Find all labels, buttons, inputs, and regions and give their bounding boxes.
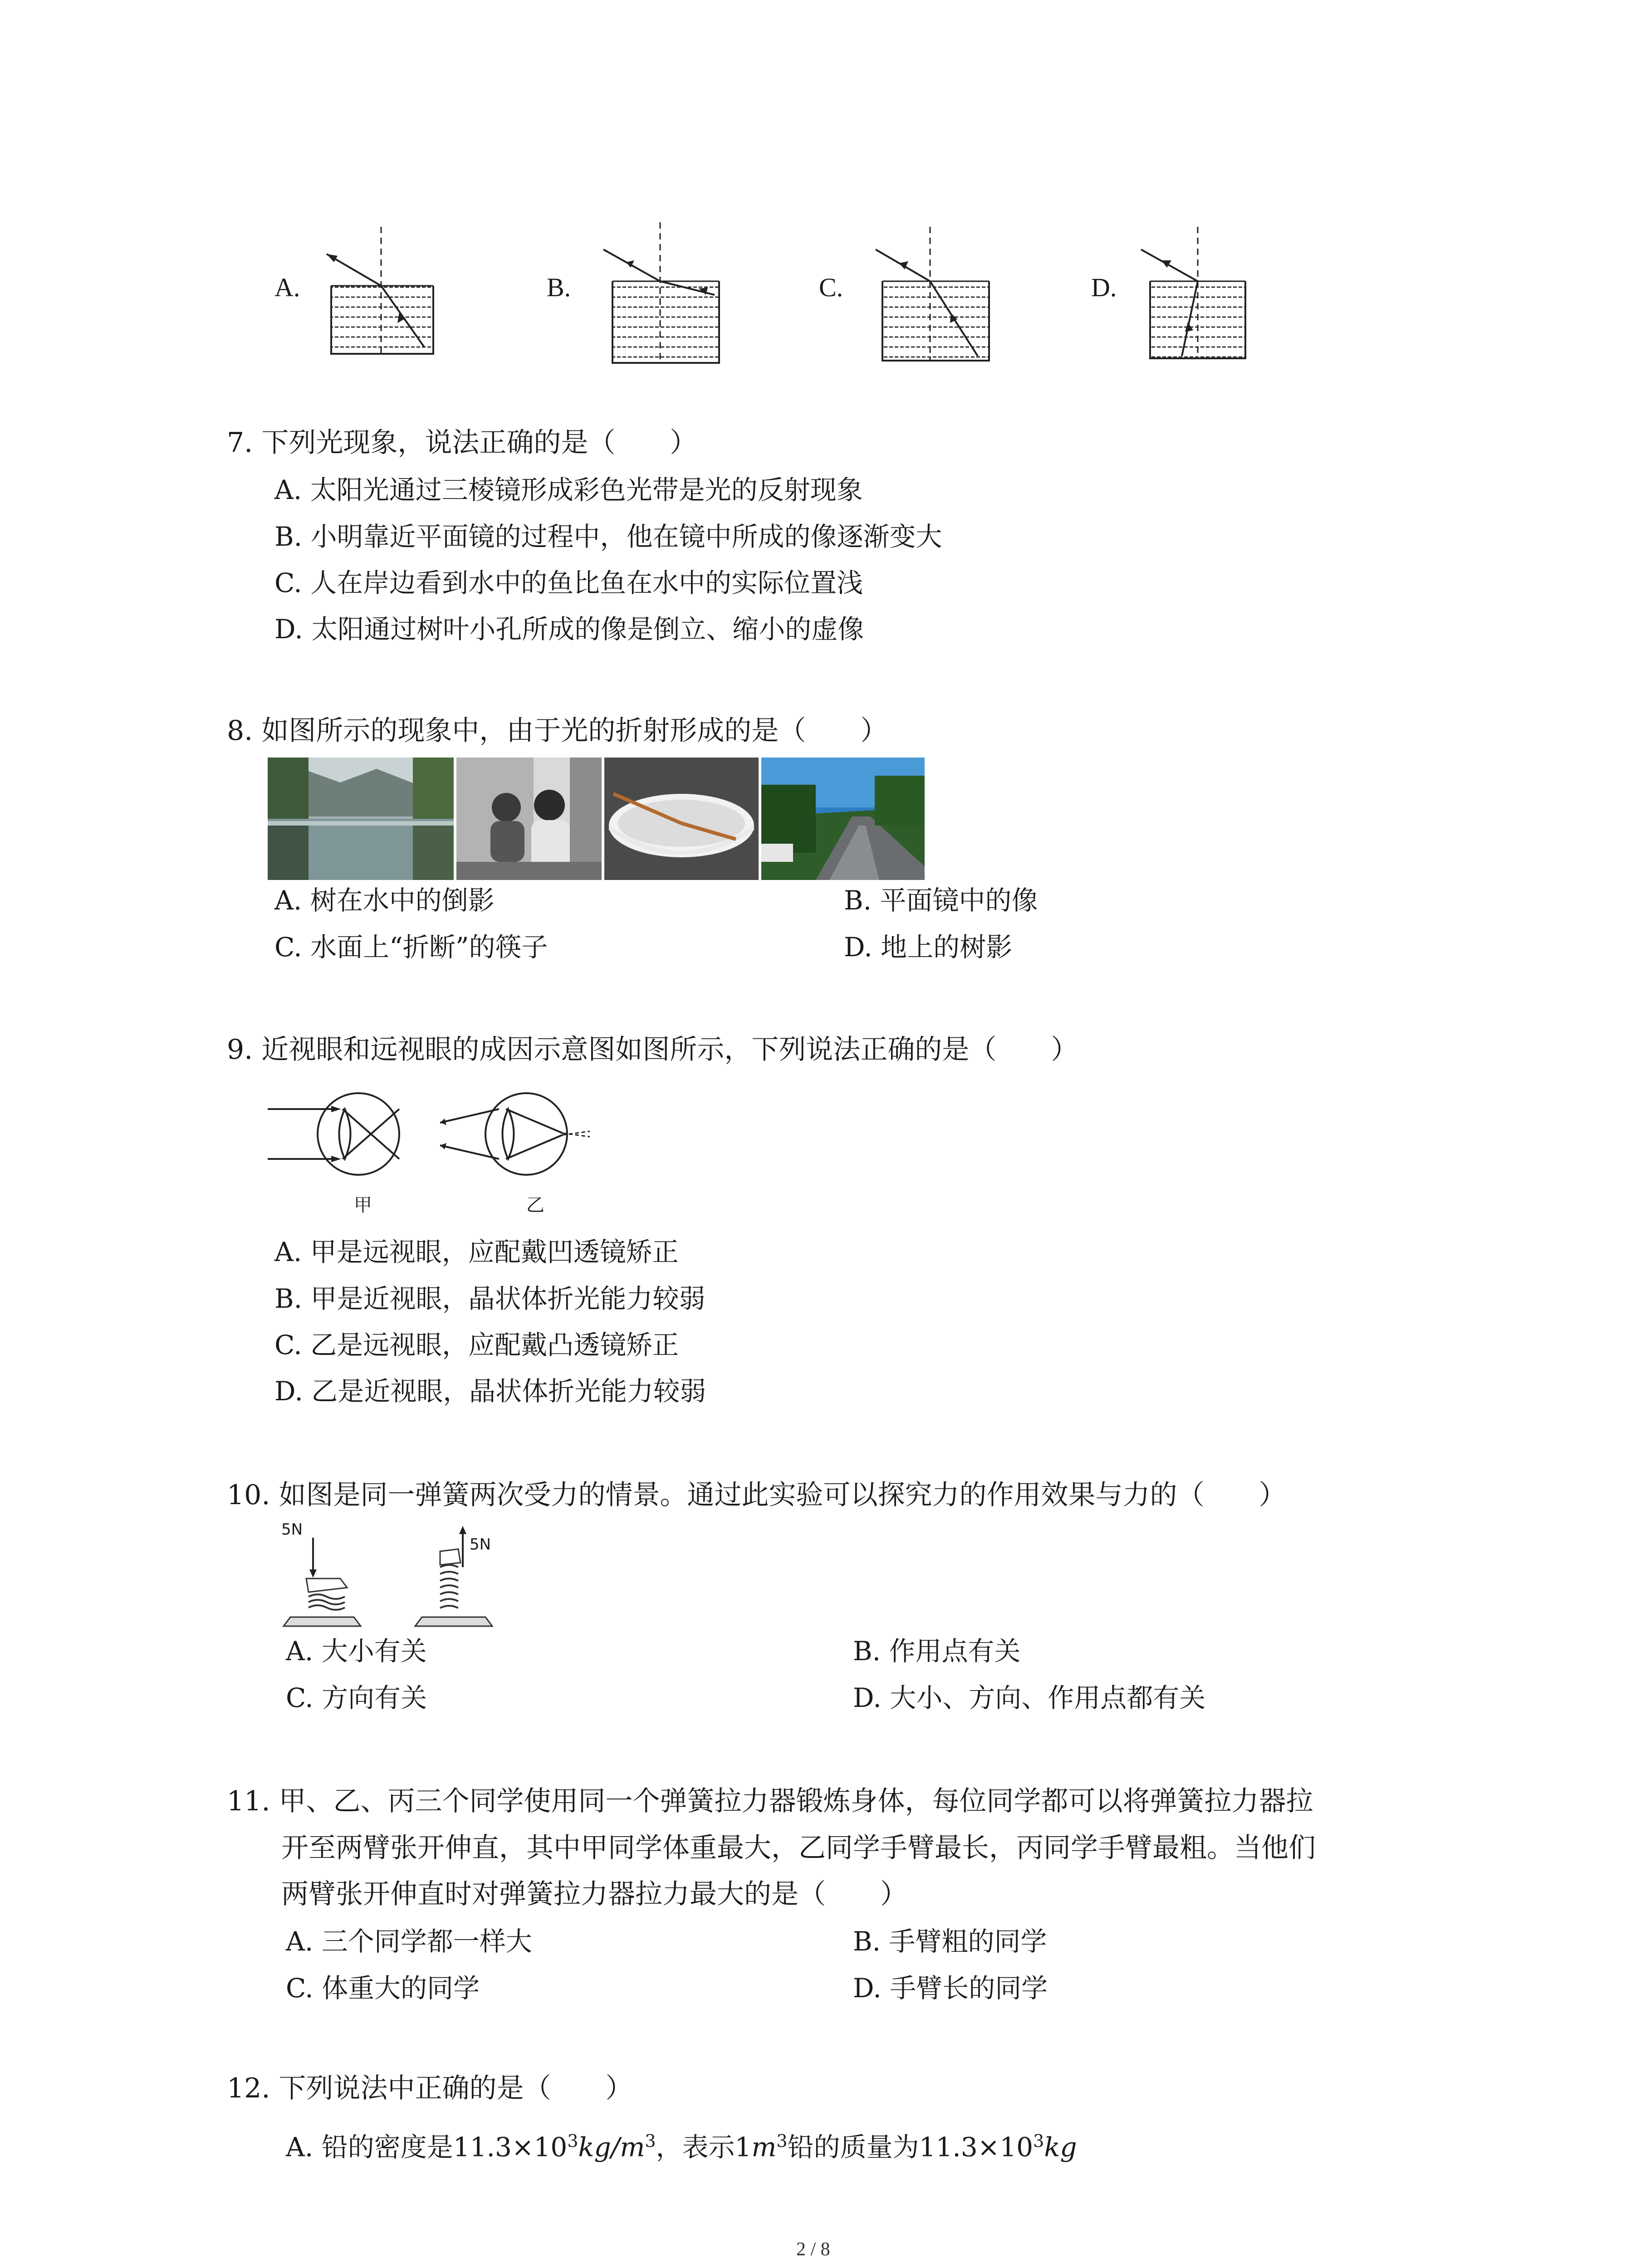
q11-stem-line-3: 两臂张开伸直时对弹簧拉力器拉力最大的是（ ） bbox=[281, 1878, 907, 1910]
q9-option-a[interactable]: A. 甲是远视眼，应配戴凹透镜矫正 bbox=[274, 1237, 679, 1267]
q10-option-b[interactable]: B. 作用点有关 bbox=[853, 1636, 1021, 1667]
q9-option-c[interactable]: C. 乙是远视眼，应配戴凸透镜矫正 bbox=[274, 1330, 679, 1360]
q10-option-a[interactable]: A. 大小有关 bbox=[286, 1636, 427, 1667]
q12-option-a[interactable] bbox=[286, 2125, 1077, 2163]
q7-option-a[interactable]: A. 太阳光通过三棱镜形成彩色光带是光的反射现象 bbox=[274, 474, 863, 505]
q6-diagram-c bbox=[867, 222, 1003, 367]
q10-force-label-1: 5N bbox=[281, 1520, 303, 1539]
q6-option-d-label: D. bbox=[1091, 273, 1117, 302]
q9-stem: 9. 近视眼和远视眼的成因示意图如图所示，下列说法正确的是（ ） bbox=[227, 1034, 1078, 1066]
q9-eye-diagram-yi bbox=[440, 1089, 603, 1179]
q11-option-c[interactable]: C. 体重大的同学 bbox=[286, 1973, 480, 2004]
q12-a-unit2: m bbox=[751, 2131, 777, 2163]
q8-photo-tree-reflection bbox=[268, 758, 454, 880]
q10-option-d[interactable]: D. 大小、方向、作用点都有关 bbox=[853, 1682, 1206, 1713]
q6-diagram-d bbox=[1134, 222, 1257, 367]
q12-a-mid2: 铅的质量为11.3×10 bbox=[787, 2131, 1034, 2163]
q9-eye-diagram-jia bbox=[268, 1089, 413, 1179]
q8-photo-bent-chopsticks bbox=[604, 758, 759, 880]
q8-option-a[interactable]: A. 树在水中的倒影 bbox=[274, 885, 495, 916]
q8-option-b[interactable]: B. 平面镜中的像 bbox=[844, 885, 1038, 916]
q9-label-jia: 甲 bbox=[354, 1195, 372, 1216]
q6-diagram-a bbox=[318, 222, 454, 363]
q12-a-mid: ，表示1 bbox=[656, 2131, 752, 2163]
q12-a-prefix: A. 铅的密度是11.3×10 bbox=[286, 2131, 568, 2163]
q10-stem: 10. 如图是同一弹簧两次受力的情景。通过此实验可以探究力的作用效果与力的（ ） bbox=[227, 1479, 1286, 1511]
q10-spring-compressed bbox=[281, 1524, 363, 1628]
q8-stem: 8. 如图所示的现象中，由于光的折射形成的是（ ） bbox=[227, 715, 888, 747]
q7-option-c[interactable]: C. 人在岸边看到水中的鱼比鱼在水中的实际位置浅 bbox=[274, 567, 863, 598]
q12-a-exp1: 3 bbox=[567, 2131, 578, 2151]
q12-a-unit1: kg/m bbox=[578, 2131, 645, 2163]
q11-option-a[interactable]: A. 三个同学都一样大 bbox=[286, 1926, 532, 1957]
q8-photo-mirror-image bbox=[456, 758, 602, 880]
q11-stem-line-1: 11. 甲、乙、丙三个同学使用同一个弹簧拉力器锻炼身体，每位同学都可以将弹簧拉力器拉 bbox=[227, 1785, 1313, 1817]
page-number: 2 / 8 bbox=[796, 2239, 830, 2260]
q12-a-unit3: kg bbox=[1044, 2131, 1077, 2163]
q9-option-d[interactable]: D. 乙是近视眼，晶状体折光能力较弱 bbox=[274, 1376, 706, 1407]
q12-a-exp2: 3 bbox=[645, 2131, 656, 2151]
q7-option-d[interactable]: D. 太阳通过树叶小孔所成的像是倒立、缩小的虚像 bbox=[274, 614, 864, 645]
q6-option-b-label: B. bbox=[547, 273, 571, 302]
q11-option-b[interactable]: B. 手臂粗的同学 bbox=[853, 1926, 1047, 1957]
q7-option-b[interactable]: B. 小明靠近平面镜的过程中，他在镜中所成的像逐渐变大 bbox=[274, 521, 942, 552]
q12-stem: 12. 下列说法中正确的是（ ） bbox=[227, 2072, 633, 2104]
q6-diagram-b bbox=[594, 222, 730, 372]
q9-option-b[interactable]: B. 甲是近视眼，晶状体折光能力较弱 bbox=[274, 1283, 705, 1314]
q11-option-d[interactable]: D. 手臂长的同学 bbox=[853, 1973, 1048, 2004]
q8-photo-tree-shadow bbox=[761, 758, 925, 880]
q10-option-c[interactable]: C. 方向有关 bbox=[286, 1682, 427, 1713]
q6-option-a-label: A. bbox=[274, 273, 300, 302]
q12-a-exp4: 3 bbox=[1033, 2131, 1044, 2151]
q12-a-exp3: 3 bbox=[776, 2131, 788, 2151]
q8-option-d[interactable]: D. 地上的树影 bbox=[844, 932, 1013, 963]
q11-stem-line-2: 开至两臂张开伸直，其中甲同学体重最大，乙同学手臂最长，丙同学手臂最粗。当他们 bbox=[281, 1832, 1316, 1864]
q8-option-c[interactable]: C. 水面上“折断”的筷子 bbox=[274, 932, 548, 963]
q10-force-label-2: 5N bbox=[470, 1535, 491, 1554]
q6-option-c-label: C. bbox=[819, 273, 843, 302]
q9-label-yi: 乙 bbox=[526, 1195, 544, 1216]
q7-stem: 7. 下列光现象，说法正确的是（ ） bbox=[227, 427, 697, 459]
